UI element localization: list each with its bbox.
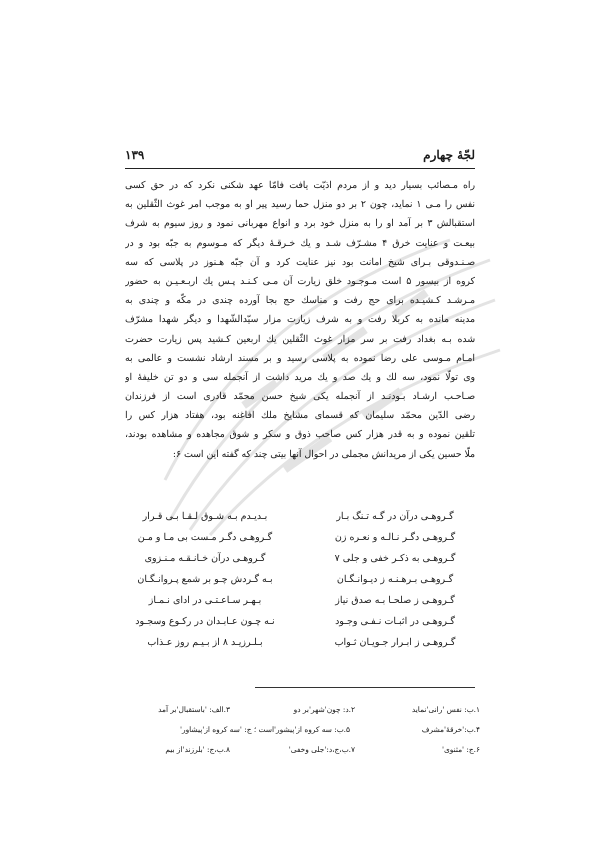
hemistich-first: گـروهـی به ذکـر خفی و جلی ۷ [334, 553, 456, 564]
poem-couplet [125, 590, 475, 611]
footnote: ۲.د: چون'شهر'بر دو [293, 705, 355, 714]
hemistich-first: گـروهـی بـرهـنـه ز دیـوانـگـان [336, 574, 454, 585]
hemistich-second: بـلـرزیـد ۸ از بـیـم روز عـذاب [147, 637, 263, 648]
hemistich-second: بـدیـدم بـه شـوق لـقـا بـی قـرار [142, 511, 268, 522]
text-line: رضی الدّین محمّد سلیمان که قسمای مشایخ ملك افاغنه بود، هفتاد هزار کس را [125, 410, 475, 422]
footnote-row [110, 700, 480, 720]
footnote-rule [255, 687, 475, 688]
poem-couplet [125, 527, 475, 548]
text-line: راه مـصائب بسیار دید و از مردم اذیّت یافت فامّا عهد شکنی نکرد که در حق کسی [125, 180, 475, 191]
text-line: صـاحـب ارشـاد بـودنـد از آنجمله یکی شیخ حسن محمّد قادری است از فرزندان [125, 391, 475, 403]
text-line: ملّا حسین یکی از مریدانش مجملی در احوال آنها بیتی چند که گفته این است ۶: [172, 448, 475, 460]
text-line: مدینه مانده به کربلا رفت و به شرف زیارت مزار سیّدالشّهدا و دیگر شهدا مشرّف [125, 314, 475, 326]
page-number: ۱۳۹ [125, 148, 145, 162]
footnote: ۱.ب: نفس 'رانی'نماید [411, 705, 480, 714]
footnote: ۸.ب،ج: 'بلرزند'از بیم [165, 745, 230, 754]
poem-couplet [125, 632, 475, 653]
hemistich-second: بـهـر سـاعـتـی در ادای نـمـاز [148, 595, 262, 606]
hemistich-first: گـروهـی ز صلحـا بـه صدق نیاز [335, 595, 455, 606]
footnote: ۴.ب:'خرقهٔ'مشرف [421, 725, 480, 734]
text-line: استقبالش ۳ بر آمد او را به منزل خود برد و انواع مهربانی نمود و روز سیوم به شرف [125, 218, 475, 230]
hemistich-first: گـروهـی ز ابـرار جـویـان ثـواب [334, 637, 456, 648]
text-line: وی تولّا نمود، سه لك و یك صد و یك مرید داشت از آنجمله سی و دو تن خلیفهٔ او [125, 371, 475, 383]
text-line: مـرشـد کـشیـده برای حج رفت و مناسك حج بجا آورده چندی در مکّه و چندی به [125, 295, 475, 307]
hemistich-second: گـروهـی درآن خـانـقـه مـنـزوی [144, 553, 266, 564]
body-text [125, 176, 475, 464]
poem-couplet [125, 569, 475, 590]
hemistich-second: گـروهـی دگـر مـست بی مـا و مـن [137, 532, 273, 543]
hemistich-first: گـروهـی درآن در گـه تـنگ بـار [336, 511, 454, 522]
hemistich-first: گـروهـی دگـر نـالـه و نعـره زن [334, 532, 456, 543]
text-line: تلقین نموده و به قدر هزار کس صاحب ذوق و سکر و شوق مجاهده و مشاهده بودند، [125, 429, 475, 441]
header-rule [125, 168, 475, 169]
footnote-row [110, 720, 480, 740]
hemistich-second: نـه چـون عـابـدان در رکـوع وسجـود [135, 616, 275, 627]
footnote-row [110, 740, 480, 760]
hemistich-second: بـه گـردش چـو بر شمع پـروانـگـان [137, 574, 273, 585]
footnote: ۷.ب،ج،د:'جلی وخفی' [288, 745, 355, 754]
poem-couplet [125, 611, 475, 632]
poem [125, 506, 475, 653]
hemistich-first: گـروهـی در اثبـات نـفـی وجـود [335, 616, 455, 627]
footnote: ۶.ج: 'مثنوی' [441, 745, 480, 754]
text-line: بیعـت و عنایت خرق ۴ مشـرّف شـد و یك خـرقـهٔ دیگر که مـوسوم به جبّه بود و در [125, 237, 475, 249]
poem-couplet [125, 506, 475, 527]
footnote: ۳.الف: 'باستقبال'بر آمد [158, 705, 230, 714]
text-line: امـام مـوسی علی رضا نموده به پلاسی رسید و بر مسند ارشاد نشست و عالمی به [125, 352, 475, 364]
poem-couplet [125, 548, 475, 569]
footnote: ۵.ب: سه کروه از'پیشور'است ؛ ج: 'سه کروه از'پیشاور' [179, 725, 350, 734]
text-line: شده بـه بغداد رفت بر سر مزار غوث الثّقلین یك اربعین کـشید پس زیارت حضرت [125, 333, 475, 345]
text-line: صـنـدوقی بـرای شیخ امانت بود نیز عنایت کرد و آن جبّه هـنوز در پلاسی که سه [125, 256, 475, 268]
text-line: کروه از بیسور ۵ است مـوجـود خلق زیارت آن مـی کـنـد پـس یك اربـعـیـن به حضور [125, 275, 475, 287]
footnotes [110, 700, 480, 760]
text-line: نفس را مـی ۱ نماید، چون ۲ بر دو منزل حما رسید پیر او به موجب امر غوث الثّقلین به [125, 199, 475, 211]
chapter-title: لجّهٔ چهارم [423, 148, 475, 162]
page-header [125, 146, 475, 168]
